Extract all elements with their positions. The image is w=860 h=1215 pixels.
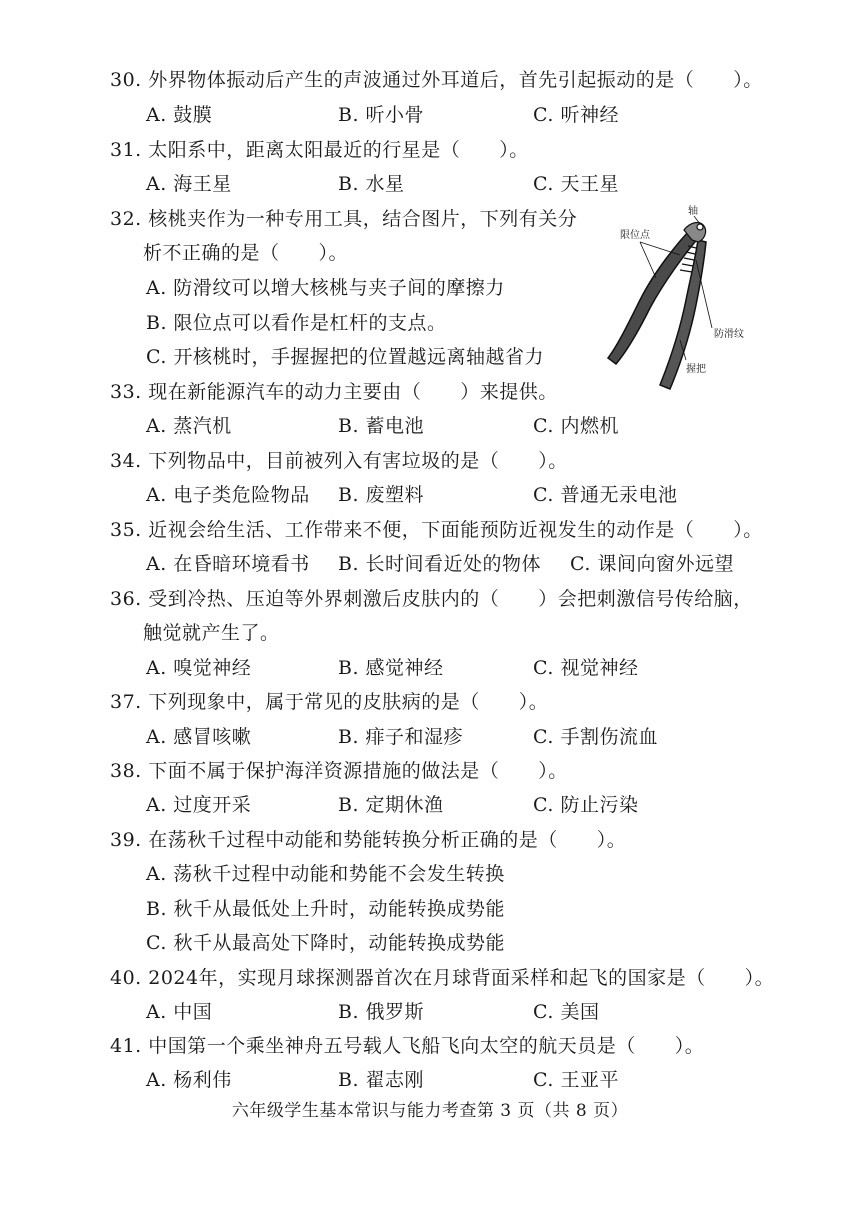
question-39-option-b: B. 秋千从最低处上升时，动能转换成势能	[146, 898, 506, 920]
question-39-option-a: A. 荡秋千过程中动能和势能不会发生转换	[146, 863, 505, 885]
question-30-option-b: B. 听小骨	[338, 104, 425, 126]
question-36-option-b: B. 感觉神经	[338, 657, 444, 679]
question-32-option-c: C. 开核桃时，手握握把的位置越远离轴越省力	[146, 346, 544, 368]
question-39-stem: 39. 在荡秋千过程中动能和势能转换分析正确的是（ ）。	[110, 829, 627, 851]
question-31-option-c: C. 天王星	[533, 173, 619, 195]
question-35-stem: 35. 近视会给生活、工作带来不便，下面能预防近视发生的动作是（ ）。	[110, 519, 763, 541]
question-40-option-b: B. 俄罗斯	[338, 1001, 425, 1023]
question-38-option-c: C. 防止污染	[533, 794, 639, 816]
question-41-option-c: C. 王亚平	[533, 1069, 619, 1091]
question-38-option-b: B. 定期休渔	[338, 794, 444, 816]
question-37-option-b: B. 痱子和湿疹	[338, 726, 464, 748]
question-35-option-a: A. 在昏暗环境看书	[146, 553, 310, 575]
question-35-option-b: B. 长时间看近处的物体	[338, 553, 542, 575]
question-33-option-c: C. 内燃机	[533, 415, 619, 437]
question-33-option-b: B. 蓄电池	[338, 415, 425, 437]
question-33-stem: 33. 现在新能源汽车的动力主要由（ ）来提供。	[110, 381, 558, 403]
question-39-option-c: C. 秋千从最高处下降时，动能转换成势能	[146, 932, 505, 954]
question-31-option-b: B. 水星	[338, 173, 405, 195]
question-34-option-a: A. 电子类危险物品	[146, 484, 310, 506]
nutcracker-figure	[600, 200, 760, 395]
question-36-option-c: C. 视觉神经	[533, 657, 639, 679]
question-41-option-b: B. 翟志刚	[338, 1069, 425, 1091]
question-35-option-c: C. 课间向窗外远望	[570, 553, 734, 575]
question-34-stem: 34. 下列物品中，目前被列入有害垃圾的是（ ）。	[110, 450, 568, 472]
question-32-option-a: A. 防滑纹可以增大核桃与夹子间的摩擦力	[146, 277, 505, 299]
question-38-option-a: A. 过度开采	[146, 794, 252, 816]
question-30-option-a: A. 鼓膜	[146, 104, 213, 126]
question-40-option-a: A. 中国	[146, 1001, 213, 1023]
question-37-option-c: C. 手割伤流血	[533, 726, 658, 748]
question-38-stem: 38. 下面不属于保护海洋资源措施的做法是（ ）。	[110, 760, 568, 782]
question-31-option-a: A. 海王星	[146, 173, 232, 195]
page-footer: 六年级学生基本常识与能力考查第 3 页（共 8 页）	[231, 1101, 629, 1121]
question-36-stem-continued: 触觉就产生了。	[143, 622, 280, 644]
question-41-stem: 41. 中国第一个乘坐神舟五号载人飞船飞向太空的航天员是（ ）。	[110, 1035, 705, 1057]
question-37-option-a: A. 感冒咳嗽	[146, 726, 252, 748]
question-34-option-b: B. 废塑料	[338, 484, 425, 506]
figure-label-anti-slip: 防滑纹	[714, 329, 744, 340]
question-32-stem-continued: 析不正确的是（ ）。	[143, 242, 349, 264]
question-37-stem: 37. 下列现象中，属于常见的皮肤病的是（ ）。	[110, 691, 549, 713]
question-40-stem: 40. 2024年，实现月球探测器首次在月球背面采样和起飞的国家是（ ）。	[110, 967, 775, 989]
question-30-stem: 30. 外界物体振动后产生的声波通过外耳道后，首先引起振动的是（ ）。	[110, 69, 763, 91]
question-41-option-a: A. 杨利伟	[146, 1069, 232, 1091]
figure-label-axis: 轴	[688, 206, 698, 217]
question-40-option-c: C. 美国	[533, 1001, 600, 1023]
question-32-option-b: B. 限位点可以看作是杠杆的支点。	[146, 312, 447, 334]
figure-label-limit-point: 限位点	[620, 230, 650, 241]
question-30-option-c: C. 听神经	[533, 104, 619, 126]
question-33-option-a: A. 蒸汽机	[146, 415, 232, 437]
figure-label-handle: 握把	[686, 364, 706, 375]
question-36-option-a: A. 嗅觉神经	[146, 657, 252, 679]
question-31-stem: 31. 太阳系中，距离太阳最近的行星是（ ）。	[110, 139, 529, 161]
question-36-stem: 36. 受到冷热、压迫等外界刺激后皮肤内的（ ）会把刺激信号传给脑，	[110, 588, 753, 610]
question-34-option-c: C. 普通无汞电池	[533, 484, 678, 506]
question-32-stem: 32. 核桃夹作为一种专用工具，结合图片，下列有关分	[110, 208, 578, 230]
